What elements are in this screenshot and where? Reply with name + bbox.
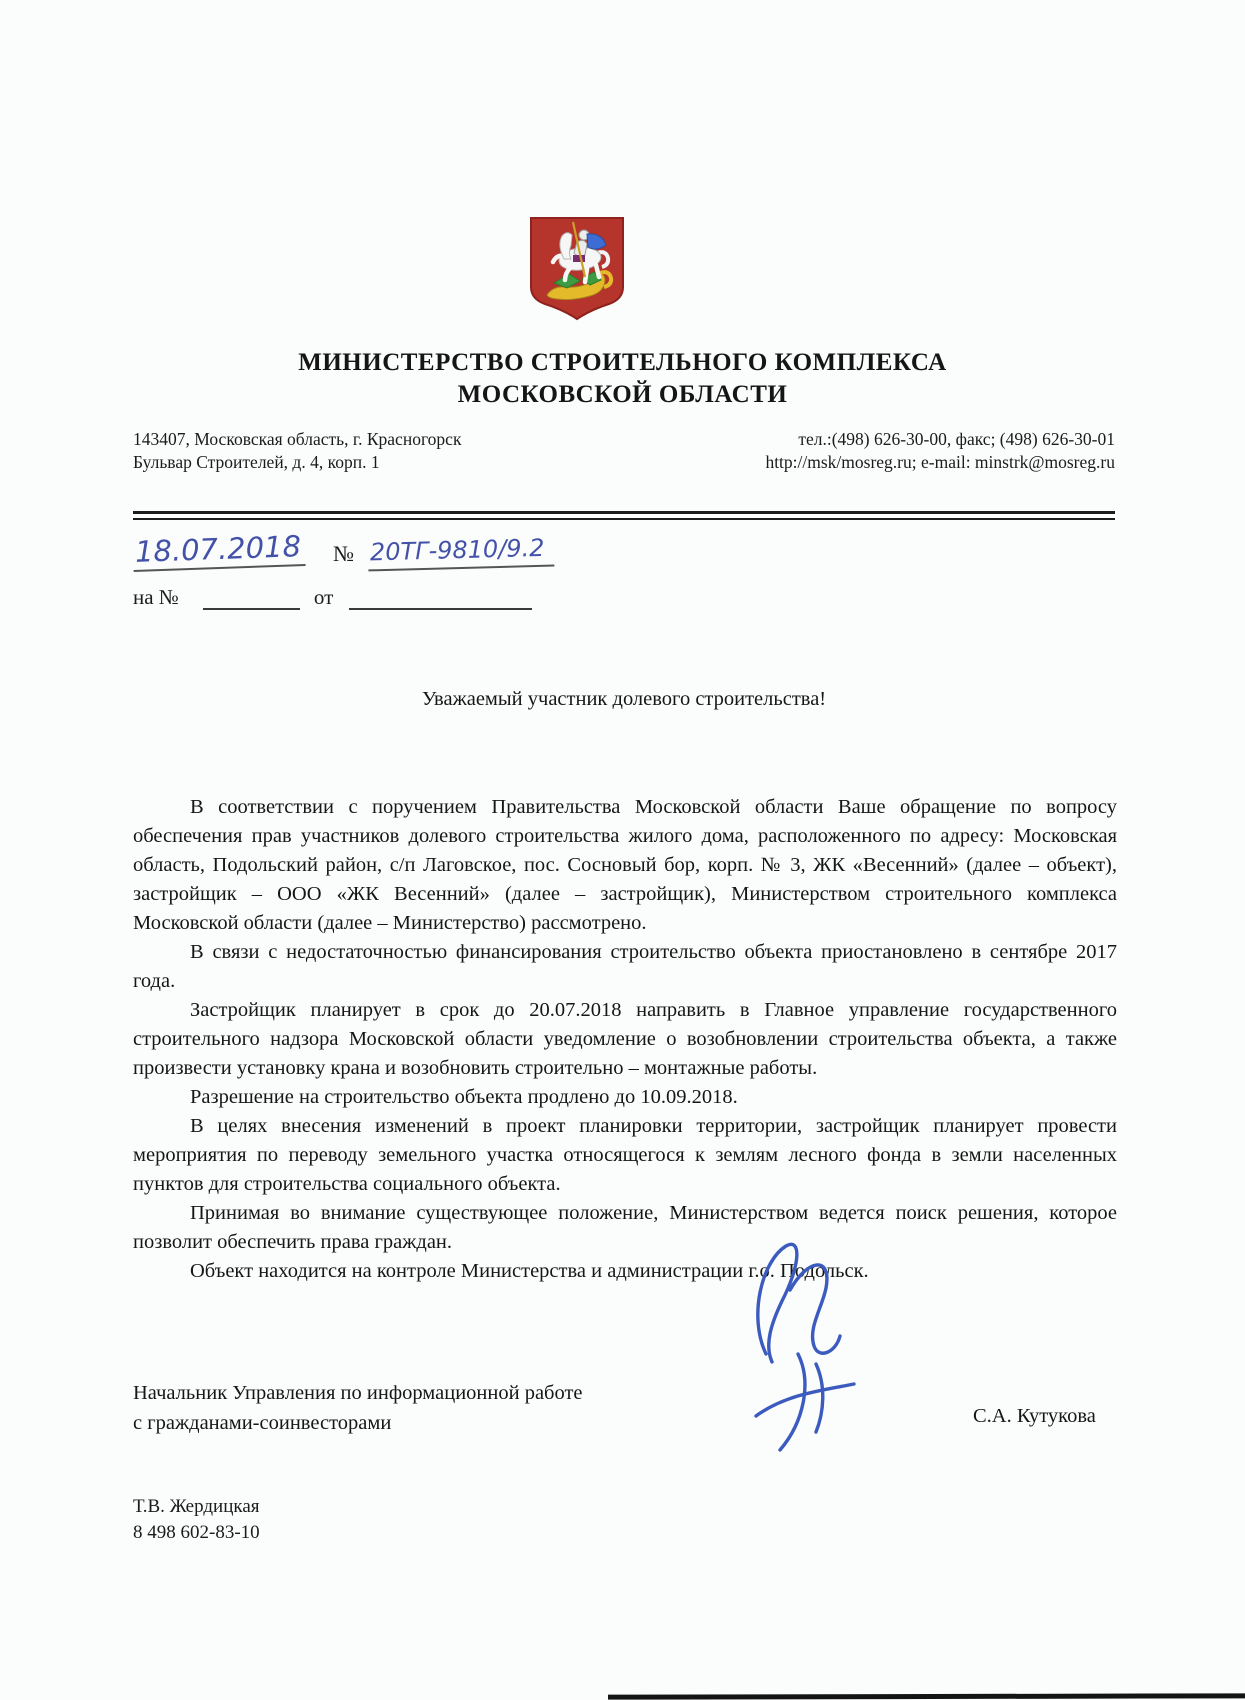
handwritten-date: 18.07.2018 bbox=[132, 529, 305, 572]
body-paragraph: Застройщик планирует в срок до 20.07.2018 направить в Главное управление государственного строительного надзора Московской области уведомление о возобновлении строительства объекта, а также произвести установку крана и возобновить строительно – монтажные работы. bbox=[133, 999, 1117, 1079]
executor-name: Т.В. Жердицкая bbox=[133, 1496, 260, 1517]
handwritten-signature-icon bbox=[728, 1236, 888, 1476]
letterhead-contacts bbox=[133, 428, 1115, 474]
emblem-svg bbox=[527, 215, 627, 321]
body-paragraph: Разрешение на строительство объекта продлено до 10.09.2018. bbox=[190, 1086, 738, 1108]
body-paragraph: Принимая во внимание существующее положение, Министерством ведется поиск решения, которое позволит обеспечить права граждан. bbox=[133, 1202, 1117, 1253]
salutation: Уважаемый участник долевого строительства! bbox=[421, 688, 827, 710]
incoming-number-blank bbox=[203, 588, 300, 610]
letter-body bbox=[133, 793, 1117, 1286]
postal-address-line1: 143407, Московская область, г. Красногорск bbox=[133, 429, 462, 449]
postal-address-line2: Бульвар Строителей, д. 4, корп. 1 bbox=[133, 452, 380, 472]
ministry-name-line2: МОСКОВСКОЙ ОБЛАСТИ bbox=[457, 381, 788, 408]
body-paragraph: В соответствии с поручением Правительства Московской области Ваше обращение по вопросу обеспечения прав участников долевого строительства жилого дома, расположенного по адресу: Московская область, Подольский район, с/п Лаговское, пос. Сосновый бор, корп. № 3, ЖК «Весенний» (далее – объект), застройщик – ООО «ЖК Весенний» (далее – застройщик), Министерством строительного комплекса Московской области (далее – Министерство) рассмотрено. bbox=[133, 796, 1117, 934]
number-sign-label: № bbox=[333, 541, 354, 566]
contact-details bbox=[765, 428, 1115, 474]
phone-fax-line: тел.:(498) 626-30-00, факс; (498) 626-30-01 bbox=[798, 429, 1115, 449]
signer-position-line2: с гражданами-соинвесторами bbox=[133, 1412, 392, 1434]
from-date-blank bbox=[349, 588, 532, 610]
from-date-label: от bbox=[313, 585, 334, 609]
executor-phone: 8 498 602-83-10 bbox=[133, 1522, 260, 1543]
body-paragraph: В целях внесения изменений в проект планировки территории, застройщик планирует провести мероприятия по переводу земельного участка относящегося к землям лесного фонда в земли населенных пунктов для строительства социального объекта. bbox=[133, 1115, 1117, 1195]
incoming-reference-row bbox=[133, 585, 532, 610]
header-divider bbox=[133, 511, 1115, 520]
postal-address bbox=[133, 428, 461, 474]
ministry-name-line1: МИНИСТЕРСТВО СТРОИТЕЛЬНОГО КОМПЛЕКСА bbox=[298, 349, 947, 376]
body-paragraph: Объект находится на контроле Министерства и администрации г.о. Подольск. bbox=[190, 1260, 869, 1282]
handwritten-outgoing-number: 20ТГ-9810/9.2 bbox=[368, 534, 555, 572]
incoming-number-label: на № bbox=[133, 585, 179, 609]
signer-position bbox=[133, 1378, 583, 1438]
web-email-line: http://msk/mosreg.ru; e-mail: minstrk@mosreg.ru bbox=[765, 452, 1115, 472]
signer-position-line1: Начальник Управления по информационной работе bbox=[133, 1382, 583, 1404]
outgoing-reference-row bbox=[133, 529, 554, 569]
body-paragraph: В связи с недостаточностью финансирования строительство объекта приостановлено в сентябре 2017 года. bbox=[133, 941, 1117, 992]
moscow-oblast-coat-of-arms-icon bbox=[527, 215, 627, 321]
executor-info bbox=[133, 1494, 260, 1546]
scan-edge-artifact bbox=[608, 1693, 1245, 1699]
letterhead-title bbox=[0, 347, 1245, 411]
signer-name: С.А. Кутукова bbox=[973, 1405, 1096, 1427]
